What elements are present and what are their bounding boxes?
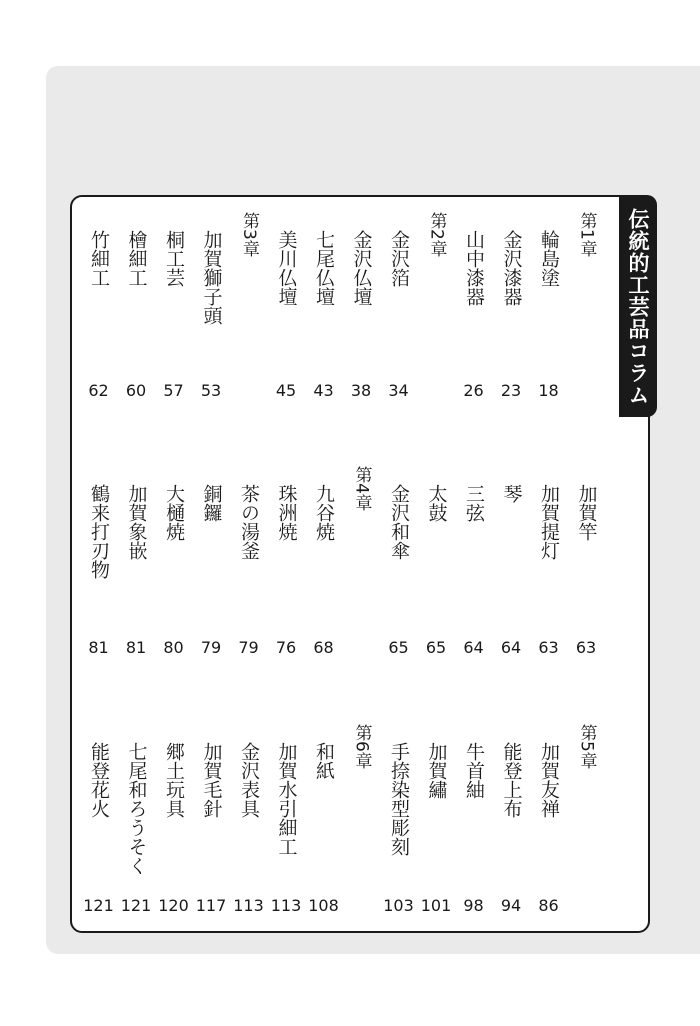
toc-entry	[157, 484, 191, 644]
toc-entry	[494, 484, 528, 644]
toc-entry	[457, 484, 491, 644]
page-number: 108	[308, 896, 339, 915]
entry-title: 九谷焼	[313, 484, 335, 541]
entry-title: 珠洲焼	[275, 484, 298, 541]
page-number: 18	[538, 381, 559, 400]
page-number: 113	[233, 896, 264, 915]
toc-entry	[569, 484, 603, 644]
page-number: 65	[388, 638, 409, 657]
toc-entry	[194, 230, 228, 390]
toc-entry	[532, 230, 566, 390]
toc-entry	[194, 484, 228, 644]
toc-entry	[532, 742, 566, 902]
entry-title: 加賀象嵌	[125, 484, 148, 560]
entry-title: 茶の湯釜	[238, 484, 260, 560]
chapter-heading: 第4章	[351, 466, 372, 511]
page-number: 43	[313, 381, 334, 400]
entry-title: 金沢仏壇	[350, 230, 373, 306]
entry-title: 金沢和傘	[388, 484, 410, 560]
entry-title: 山中漆器	[463, 230, 485, 306]
page-number: 101	[420, 896, 452, 915]
toc-entry	[457, 742, 491, 902]
page-number: 86	[538, 896, 559, 915]
entry-title: 能登上布	[500, 742, 523, 818]
page-number: 38	[350, 381, 372, 400]
entry-title: 三弦	[463, 484, 485, 522]
chapter-heading: 第2章	[426, 212, 447, 257]
entry-title: 手捺染型彫刻	[388, 742, 410, 856]
chapter-heading: 第1章	[576, 212, 597, 257]
page-number: 103	[383, 896, 414, 915]
page-number: 62	[88, 381, 109, 400]
page-number: 45	[275, 381, 297, 400]
toc-entry	[419, 484, 453, 644]
entry-title: 琴	[500, 484, 523, 503]
entry-title: 七尾仏壇	[313, 230, 335, 306]
entry-title: 加賀繡	[425, 742, 448, 799]
page-number: 26	[463, 381, 484, 400]
page-number: 80	[163, 638, 184, 657]
page-number: 94	[500, 896, 522, 915]
toc-entry	[157, 742, 191, 902]
entry-title: 銅鑼	[200, 484, 223, 522]
entry-title: 輪島塗	[538, 230, 560, 287]
entry-title: 加賀毛針	[200, 742, 223, 818]
toc-entry	[194, 742, 228, 902]
entry-title: 七尾和ろうそく	[125, 742, 148, 875]
page-number: 76	[275, 638, 297, 657]
toc-title: 伝統的工芸品コラム	[626, 208, 650, 406]
toc-entry	[532, 484, 566, 644]
toc-entry	[269, 484, 303, 644]
page-number: 34	[388, 381, 409, 400]
page-number: 81	[125, 638, 147, 657]
entry-title: 加賀竿	[575, 484, 598, 541]
page-number: 121	[83, 896, 114, 915]
toc-entry	[82, 230, 116, 390]
toc-entry	[82, 484, 116, 644]
entry-title: 鶴来打刃物	[88, 484, 110, 579]
page-number: 65	[425, 638, 447, 657]
toc-entry	[119, 742, 153, 902]
entry-title: 加賀獅子頭	[200, 230, 223, 325]
page-number: 121	[120, 896, 152, 915]
toc-entry	[119, 230, 153, 390]
toc-entry	[382, 484, 416, 644]
toc-entry	[157, 230, 191, 390]
toc-entry	[307, 230, 341, 390]
page-number: 81	[88, 638, 109, 657]
entry-title: 竹細工	[88, 230, 110, 287]
page-number: 57	[163, 381, 184, 400]
entry-title: 檜細工	[125, 230, 148, 287]
page-number: 79	[200, 638, 222, 657]
toc-entry	[232, 484, 266, 644]
page-number: 79	[238, 638, 259, 657]
toc-entry	[307, 484, 341, 644]
entry-title: 和紙	[313, 742, 335, 780]
entry-title: 牛首紬	[463, 742, 485, 799]
entry-title: 金沢表具	[238, 742, 260, 818]
page-number: 68	[313, 638, 334, 657]
page-number: 64	[463, 638, 484, 657]
page-number: 53	[200, 381, 222, 400]
toc-entry	[232, 742, 266, 902]
toc-entry	[494, 230, 528, 390]
toc-entry	[82, 742, 116, 902]
toc-entry	[382, 230, 416, 390]
page-number: 23	[500, 381, 522, 400]
entry-title: 加賀水引細工	[275, 742, 298, 856]
chapter-heading: 第6章	[351, 724, 372, 769]
toc-entry	[307, 742, 341, 902]
toc-entry	[494, 742, 528, 902]
page-number: 64	[500, 638, 522, 657]
chapter-heading: 第5章	[576, 724, 597, 769]
entry-title: 金沢箔	[388, 230, 410, 287]
entry-title: 郷土玩具	[163, 742, 185, 818]
entry-title: 大樋焼	[163, 484, 185, 541]
page-number: 120	[158, 896, 189, 915]
page-number: 63	[575, 638, 597, 657]
toc-entry	[344, 230, 378, 390]
entry-title: 太鼓	[425, 484, 448, 522]
toc-entry	[419, 742, 453, 902]
page-number: 60	[125, 381, 147, 400]
toc-entry	[457, 230, 491, 390]
page-number: 113	[270, 896, 302, 915]
page-number: 117	[195, 896, 227, 915]
toc-entry	[119, 484, 153, 644]
toc-entry	[269, 230, 303, 390]
chapter-heading: 第3章	[239, 212, 259, 257]
page-number: 98	[463, 896, 484, 915]
toc-entry	[382, 742, 416, 902]
entry-title: 美川仏壇	[275, 230, 298, 306]
entry-title: 金沢漆器	[500, 230, 523, 306]
entry-title: 能登花火	[88, 742, 110, 818]
entry-title: 加賀提灯	[538, 484, 560, 560]
page-number: 63	[538, 638, 559, 657]
toc-entry	[269, 742, 303, 902]
entry-title: 桐工芸	[163, 230, 185, 287]
entry-title: 加賀友禅	[538, 742, 560, 818]
